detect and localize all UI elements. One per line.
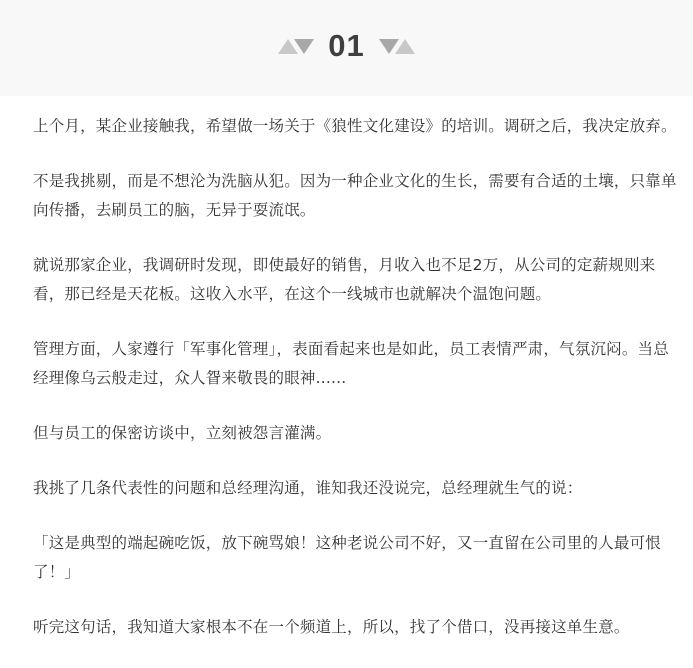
section-heading xyxy=(0,18,693,74)
quote-paragraph: 「这是典型的端起碗吃饭，放下碗骂娘！这种老说公司不好，又一直留在公司里的人最可恨了！」 xyxy=(33,534,662,581)
paragraph: 听完这句话，我知道大家根本不在一个频道上，所以，找了个借口，没再接这单生意。 xyxy=(33,618,630,636)
section-number: 01 xyxy=(328,28,365,63)
paragraph: 我挑了几条代表性的问题和总经理沟通，谁知我还没说完，总经理就生气的说： xyxy=(33,479,583,497)
paragraph: 不是我挑剔，而是不想沦为洗脑从犯。因为一种企业文化的生长，需要有合适的土壤，只靠单向传播，去刷员工的脑，无异于耍流氓。 xyxy=(33,172,677,219)
paragraph: 就说那家企业，我调研时发现，即使最好的销售，月收入也不足2万，从公司的定薪规则来看，那已经是天花板。这收入水平，在这个一线城市也就解决个温饱问题。 xyxy=(33,256,656,303)
paragraph: 但与员工的保密访谈中，立刻被怨言灌满。 xyxy=(33,424,332,442)
paragraph: 上个月，某企业接触我，希望做一场关于《狼性文化建设》的培训。调研之后，我决定放弃。 xyxy=(33,117,677,135)
article-body xyxy=(33,112,683,668)
paragraph: 管理方面，人家遵行「军事化管理」，表面看起来也是如此，员工表情严肃，气氛沉闷。当总经理像乌云般走过，众人眢来敬畏的眼神...... xyxy=(33,340,669,387)
triangle-ornament-right-icon xyxy=(379,34,415,58)
triangle-ornament-left-icon xyxy=(278,34,314,58)
